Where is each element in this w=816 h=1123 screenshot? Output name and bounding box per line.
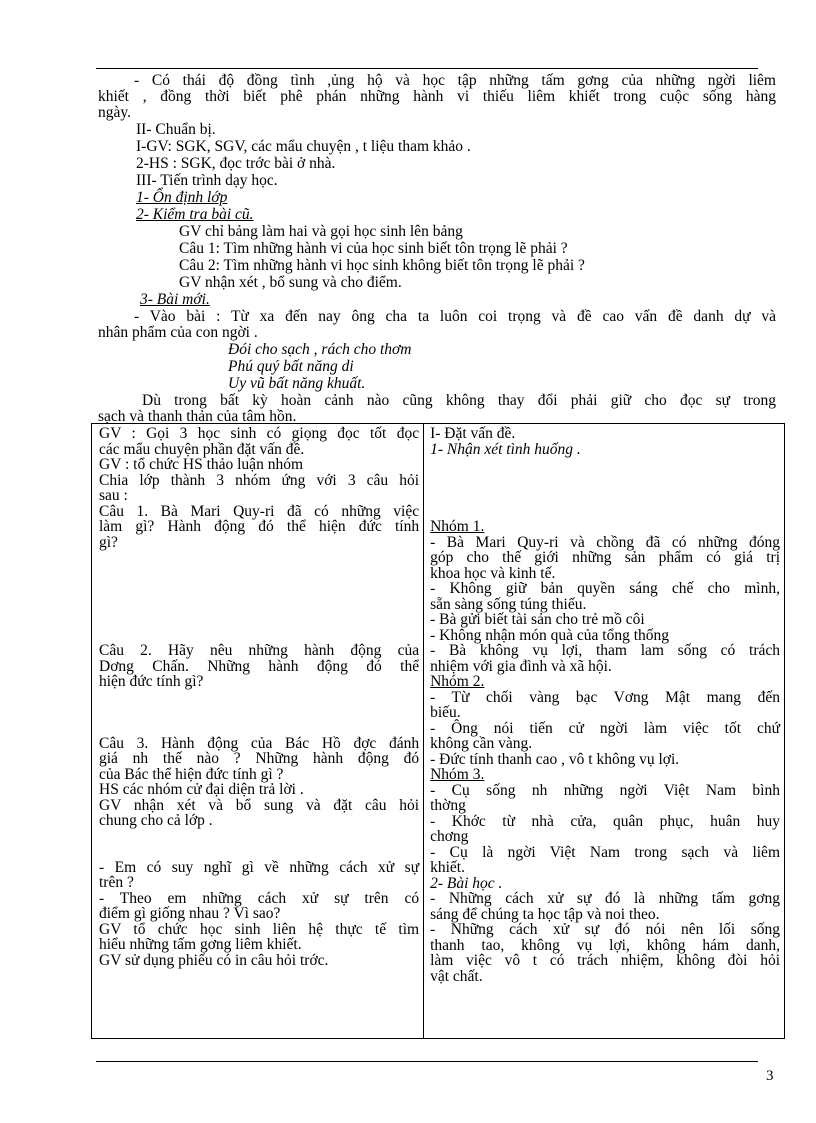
lesson-heading: 2- Bài học .: [430, 874, 503, 892]
cell-line: góp cho thế giới những sản phẩm có giá trị: [430, 549, 780, 566]
cell-line: các mẩu chuyện phần đặt vấn đề.: [99, 440, 305, 458]
cell-line: - Cụ sống nh những ngời Việt Nam bình: [430, 781, 780, 799]
cell-line: khiết.: [430, 859, 465, 876]
cell-line: - Em có suy nghĩ gì về những cách xử sự: [99, 858, 420, 876]
check-line: GV chỉ bảng làm hai và gọi học sinh lên bảng: [179, 223, 463, 240]
cell-line: - Bà không vụ lợi, tham lam sống có trách: [430, 642, 780, 659]
process-heading: III- Tiến trình dạy học.: [136, 172, 278, 189]
cell-line: - Những cách xử sự đó là những tấm gơng: [430, 890, 780, 907]
cell-line: hiểu những tấm gơng liêm khiết.: [99, 936, 302, 953]
lead-line: sạch và thanh thản của tâm hồn.: [98, 408, 297, 425]
cell-line: Câu 1. Bà Mari Quy-ri đã có những việc: [99, 502, 420, 520]
cell-line: thanh tao, không vụ lợi, không hám danh,: [430, 936, 780, 954]
header-rule: [96, 68, 758, 69]
cell-line: - Cụ là ngời Việt Nam trong sạch và liêm: [430, 843, 780, 861]
cell-line: - Bà gửi biết tài sản cho trẻ mồ côi: [430, 611, 645, 628]
prep-gv: I-GV: SGK, SGV, các mẩu chuyện , t liệu tham khảo .: [136, 138, 471, 155]
lesson-table: [91, 423, 785, 1039]
cell-line: - Những cách xử sự đó nói nên lối sống: [430, 921, 780, 938]
cell-line: GV : tổ chức HS thảo luận nhóm: [99, 456, 303, 473]
cell-line: không cần vàng.: [430, 735, 533, 752]
cell-line: GV tổ chức học sinh liên hệ thực tế tìm: [99, 920, 420, 938]
cell-line: sẵn sàng sống túng thiếu.: [430, 595, 587, 613]
cell-line: của Bác thể hiện đức tính gì ?: [99, 765, 284, 783]
lead-line: Dù trong bất kỳ hoàn cảnh nào cũng không thay đổi phải giữ cho đọc sự trong: [142, 392, 776, 409]
cell-line: trên ?: [99, 874, 134, 891]
cell-line: sau :: [99, 487, 128, 504]
cell-line: GV nhận xét và bổ sung và đặt câu hỏi: [99, 796, 420, 814]
check-line: Câu 1: Tìm những hành vi của học sinh biết tôn trọng lẽ phải ?: [179, 240, 568, 257]
proverb-line: Đói cho sạch , rách cho thơm: [228, 341, 412, 358]
check-line: Câu 2: Tìm những hành vi học sinh không biết tôn trọng lẽ phải ?: [179, 257, 585, 274]
cell-line: hiện đức tính gì?: [99, 673, 204, 690]
cell-line: - Không nhận món quà của tổng thống: [430, 626, 670, 644]
cell-line: biếu.: [430, 704, 461, 721]
proverb-line: Phú quý bất năng di: [228, 358, 354, 375]
cell-line: - Không giữ bản quyền sáng chế cho mình,: [430, 580, 780, 597]
group-heading: Nhóm 1.: [430, 518, 485, 535]
cell-line: làm gì? Hành động đó thể hiện đức tính: [99, 518, 420, 535]
cell-line: vật chất.: [430, 967, 483, 985]
cell-line: làm việc vô t có trách nhiệm, không đòi hỏi: [430, 952, 780, 969]
cell-line: Chia lớp thành 3 nhóm ứng với 3 câu hỏi: [99, 471, 420, 489]
cell-line: - Từ chối vàng bạc Vơng Mật mang đến: [430, 688, 780, 706]
footer-rule: [96, 1061, 758, 1062]
cell-line: thờng: [430, 797, 466, 814]
cell-line: GV sử dụng phiếu có in câu hỏi trớc.: [99, 951, 329, 969]
cell-line: Dơng Chấn. Những hành động đó thể: [99, 657, 420, 675]
step-1: 1- Ổn định lớp: [136, 189, 228, 206]
cell-line: - Theo em những cách xử sự trên có: [99, 889, 420, 907]
cell-line: - Khớc từ nhà cửa, quân phục, huân huy: [430, 812, 780, 830]
intro-line: - Có thái độ đồng tình ,ủng hộ và học tập những tấm gơng của những ngời liêm: [134, 72, 776, 89]
cell-line: 1- Nhận xét tình huống .: [430, 440, 581, 458]
page-number: 3: [766, 1068, 774, 1084]
intro-line: ngày.: [98, 104, 131, 121]
cell-line: Câu 2. Hãy nêu những hành động của: [99, 642, 420, 659]
cell-line: giá nh thế nào ? Những hành động đó: [99, 750, 420, 767]
cell-line: I- Đặt vấn đề.: [430, 425, 516, 442]
teacher-activities-column: [92, 424, 424, 1039]
lead-line: - Vào bài : Từ xa đến nay ông cha ta luôn coi trọng và đề cao vấn đề danh dự và: [134, 308, 776, 325]
cell-line: HS các nhóm cử đại diện trả lời .: [99, 781, 304, 798]
step-2: 2- Kiểm tra bài cũ.: [136, 206, 254, 223]
cell-line: Câu 3. Hành động của Bác Hồ đợc đánh: [99, 734, 420, 752]
cell-line: chơng: [430, 828, 469, 845]
prep-heading: II- Chuẩn bị.: [136, 121, 216, 138]
table-row: [92, 424, 785, 1039]
intro-line: khiết , đồng thời biết phê phán những hành vi thiếu liêm khiết trong cuộc sống hàng: [98, 88, 776, 105]
group-heading: Nhóm 3.: [430, 766, 485, 783]
step-3: 3- Bài mới.: [140, 291, 210, 308]
cell-line: gì?: [99, 533, 118, 551]
content-column: [424, 424, 785, 1039]
check-line: GV nhận xét , bổ sung và cho điểm.: [179, 274, 402, 291]
cell-line: sáng để chúng ta học tập và noi theo.: [430, 905, 660, 923]
prep-hs: 2-HS : SGK, đọc trớc bài ở nhà.: [136, 155, 336, 172]
proverb-line: Uy vũ bất năng khuất.: [228, 375, 366, 392]
cell-line: - Đức tính thanh cao , vô t không vụ lợi.: [430, 750, 680, 768]
cell-line: điểm gì giống nhau ? Vì sao?: [99, 905, 281, 922]
cell-line: - Bà Mari Quy-ri và chồng đã có những đóng: [430, 533, 780, 551]
cell-line: khoa học và kinh tế.: [430, 564, 556, 582]
cell-line: - Ông nói tiến cử ngời làm việc tốt chứ: [430, 719, 780, 737]
cell-line: GV : Gọi 3 học sinh có giọng đọc tốt đọc: [99, 425, 420, 442]
cell-line: nhiệm với gia đình và xã hội.: [430, 657, 612, 675]
cell-line: chung cho cả lớp .: [99, 812, 213, 829]
group-heading: Nhóm 2.: [430, 673, 485, 690]
lead-line: nhân phẩm của con ngời .: [98, 324, 258, 341]
